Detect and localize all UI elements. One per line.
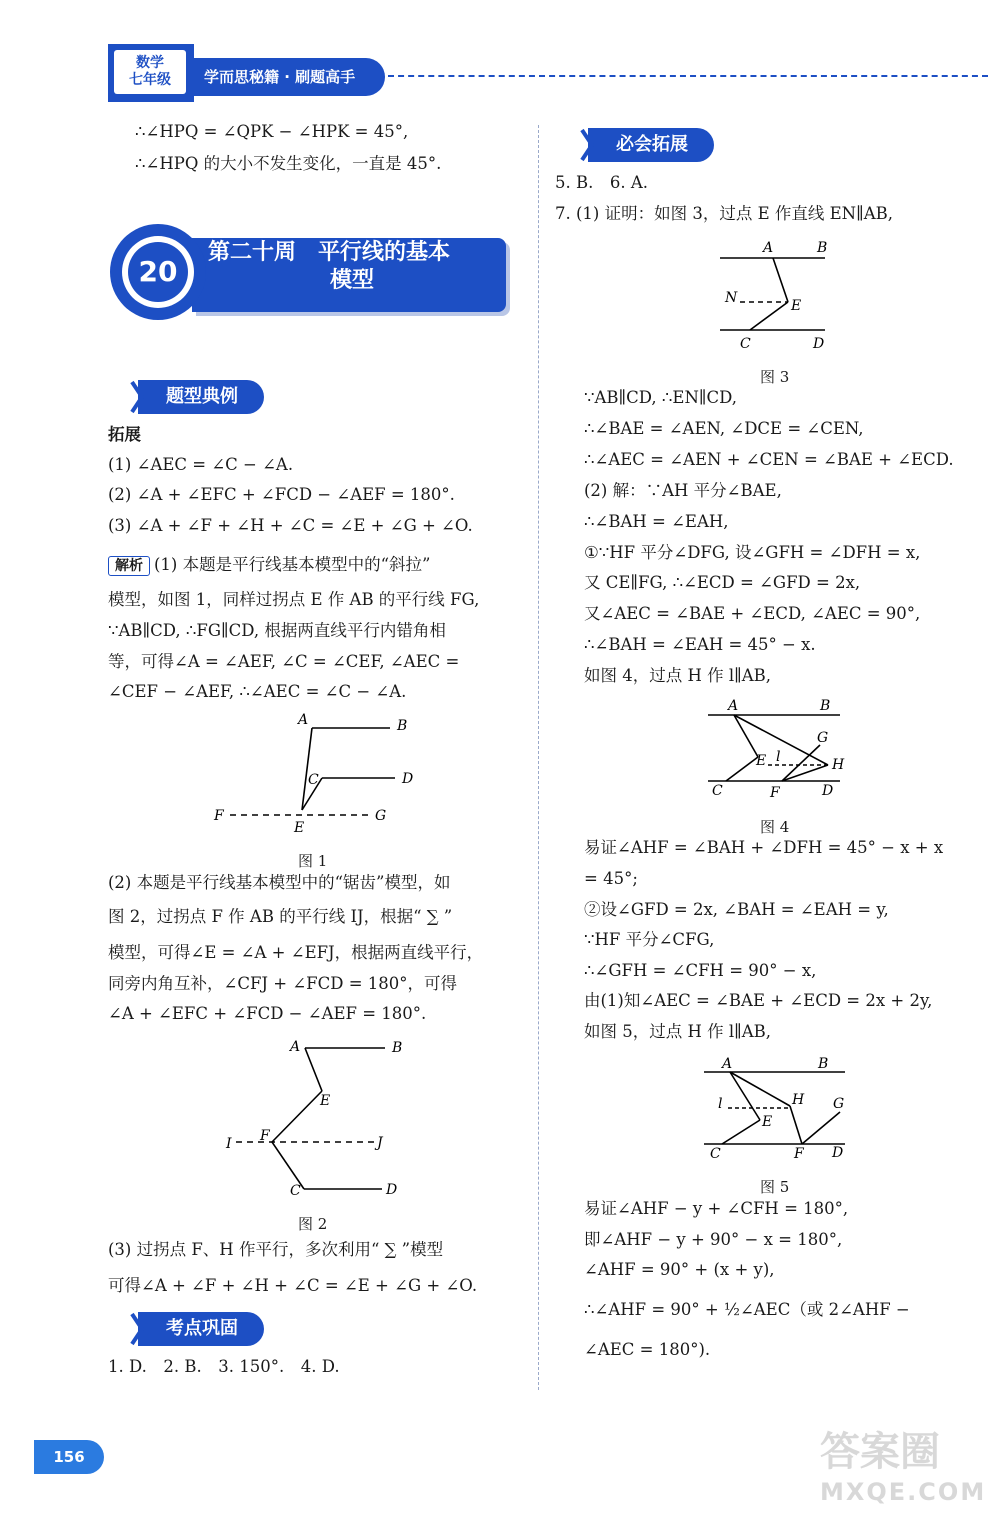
chapter-banner: [108, 220, 508, 320]
q7-part2-line-1: 易证∠AHF = ∠BAH + ∠DFH = 45° − x + x: [584, 838, 944, 857]
figure-2-caption: 图 2: [298, 1215, 328, 1233]
svg-text:E: E: [756, 753, 767, 769]
right-answers-top: 5. B. 6. A.: [555, 173, 649, 192]
chevron-right-icon: [130, 380, 148, 414]
svg-text:B: B: [392, 1040, 403, 1056]
analysis1-text-0: (1) 本题是平行线基本模型中的“斜拉”: [154, 555, 431, 574]
svg-text:l: l: [718, 1096, 723, 1112]
analysis2-line-2: 图 2，过拐点 F 作 AB 的平行线 IJ，根据“ ∑ ”: [108, 907, 453, 926]
svg-text:F: F: [794, 1146, 804, 1162]
svg-text:E: E: [791, 298, 802, 314]
svg-text:G: G: [817, 730, 829, 746]
analysis2-line-3: 模型，可得∠E = ∠A + ∠EFJ，根据两直线平行，: [108, 943, 484, 962]
figure-5-caption: 图 5: [760, 1178, 790, 1196]
q7-final-line-1: ∴∠AHF = 90° + ½∠AEC（或 2∠AHF −: [584, 1300, 910, 1319]
svg-text:J: J: [377, 1135, 383, 1151]
svg-text:B: B: [818, 1056, 829, 1072]
subject-grade-tag: [108, 44, 194, 102]
svg-text:H: H: [832, 757, 845, 773]
svg-text:B: B: [397, 718, 408, 734]
q7-part2-line-2: = 45°;: [584, 869, 638, 888]
figure-2: [220, 1036, 420, 1206]
svg-text:C: C: [308, 772, 319, 788]
svg-text:N: N: [725, 290, 738, 306]
section-typical-label: 题型典例: [166, 386, 238, 407]
q7-part3-line-2: 即∠AHF − y + 90° − x = 180°,: [584, 1230, 843, 1249]
svg-text:C: C: [740, 336, 751, 352]
svg-text:A: A: [728, 698, 739, 714]
q7-part2-line-7: 如图 5，过点 H 作 l∥AB,: [584, 1022, 772, 1041]
expand-title: 拓展: [108, 425, 141, 444]
subject-label: 数学: [136, 55, 164, 71]
chapter-number: 20: [128, 242, 188, 302]
svg-text:E: E: [294, 820, 305, 836]
figure-3-caption: 图 3: [760, 368, 790, 386]
figure-5: [700, 1050, 860, 1162]
svg-text:I: I: [226, 1136, 232, 1152]
q7-part1-line-2: ∴∠BAE = ∠AEN, ∠DCE = ∠CEN,: [584, 419, 864, 438]
left-top-line-2: ∴∠HPQ 的大小不发生变化，一直是 45°.: [135, 154, 442, 173]
svg-text:C: C: [710, 1146, 721, 1162]
left-top-line-1: ∴∠HPQ = ∠QPK − ∠HPK = 45°,: [135, 122, 409, 141]
q7-part2-line-6: 由(1)知∠AEC = ∠BAE + ∠ECD = 2x + 2y,: [584, 991, 933, 1010]
analysis2-line-1: (2) 本题是平行线基本模型中的“锯齿”模型，如: [108, 873, 451, 892]
figure-1: [200, 710, 440, 840]
svg-text:A: A: [298, 712, 309, 728]
q7-part2-line-4: ∵HF 平分∠CFG,: [584, 930, 715, 949]
figure-1-caption: 图 1: [298, 852, 328, 870]
q7-part1-line-4: (2) 解：∵AH 平分∠BAE,: [584, 481, 782, 500]
svg-text:C: C: [290, 1183, 301, 1199]
section-extend-label: 必会拓展: [616, 134, 688, 155]
q7-part3-line-3: ∠AHF = 90° + (x + y),: [584, 1260, 775, 1279]
consolidate-answers: 1. D. 2. B. 3. 150°. 4. D.: [108, 1357, 340, 1376]
chapter-title-line-1: 第二十周 平行线的基本: [208, 240, 451, 265]
q7-part1-line-6: ①∵HF 平分∠DFG, 设∠GFH = ∠DFH = x,: [584, 543, 921, 562]
chevron-right-icon: [130, 1312, 148, 1346]
analysis1-line-4: 等，可得∠A = ∠AEF, ∠C = ∠CEF, ∠AEC =: [108, 652, 460, 671]
expand-item-2: (2) ∠A + ∠EFC + ∠FCD − ∠AEF = 180°.: [108, 485, 455, 504]
watermark-url: MXQE.COM: [820, 1478, 987, 1506]
analysis-label: 解析: [108, 556, 150, 576]
svg-text:E: E: [320, 1093, 331, 1109]
svg-text:B: B: [820, 698, 831, 714]
figure-4: [700, 695, 850, 805]
section-consolidate: [138, 1312, 264, 1346]
figure-4-caption: 图 4: [760, 818, 790, 836]
expand-item-3: (3) ∠A + ∠F + ∠H + ∠C = ∠E + ∠G + ∠O.: [108, 516, 473, 535]
analysis1-line-3: ∵AB∥CD, ∴FG∥CD, 根据两直线平行内错角相: [108, 621, 446, 640]
svg-text:l: l: [776, 749, 781, 765]
svg-text:A: A: [722, 1056, 733, 1072]
q7-final-line-2: ∠AEC = 180°).: [584, 1340, 711, 1359]
expand-item-1: (1) ∠AEC = ∠C − ∠A.: [108, 455, 294, 474]
analysis2-line-5: ∠A + ∠EFC + ∠FCD − ∠AEF = 180°.: [108, 1004, 427, 1023]
svg-text:C: C: [712, 783, 723, 799]
svg-text:F: F: [770, 785, 780, 801]
svg-text:H: H: [792, 1092, 805, 1108]
q7-part1-line-5: ∴∠BAH = ∠EAH,: [584, 512, 729, 531]
q7-part1-line-10: 如图 4，过点 H 作 l∥AB,: [584, 666, 772, 685]
analysis3-line-2: 可得∠A + ∠F + ∠H + ∠C = ∠E + ∠G + ∠O.: [108, 1276, 478, 1295]
svg-text:D: D: [402, 771, 414, 787]
svg-text:A: A: [290, 1039, 301, 1055]
svg-text:F: F: [260, 1128, 270, 1144]
grade-label: 七年级: [129, 72, 171, 88]
figure-3: [715, 232, 845, 352]
section-consolidate-label: 考点巩固: [166, 1318, 238, 1339]
svg-text:G: G: [375, 808, 387, 824]
svg-text:D: D: [822, 783, 834, 799]
q7-part2-line-3: ②设∠GFD = 2x, ∠BAH = ∠EAH = y,: [584, 900, 889, 919]
svg-text:D: D: [386, 1182, 398, 1198]
chevron-right-icon: [580, 128, 598, 162]
svg-text:B: B: [817, 240, 828, 256]
q7-part1-line-9: ∴∠BAH = ∠EAH = 45° − x.: [584, 635, 816, 654]
section-extend: [588, 128, 714, 162]
analysis3-line-1: (3) 过拐点 F、H 作平行，多次利用“ ∑ ”模型: [108, 1240, 444, 1259]
header-dashed-rule: [388, 75, 988, 77]
q7-part1-line-8: 又∠AEC = ∠BAE + ∠ECD, ∠AEC = 90°,: [584, 604, 921, 623]
q7-part1-line-3: ∴∠AEC = ∠AEN + ∠CEN = ∠BAE + ∠ECD.: [584, 450, 954, 469]
page-number: 156: [34, 1440, 104, 1474]
svg-text:G: G: [833, 1096, 845, 1112]
series-title: 学而思秘籍 · 刷题高手: [190, 58, 385, 96]
svg-text:D: D: [813, 336, 825, 352]
q7-part1-line-1: ∵AB∥CD, ∴EN∥CD,: [584, 388, 738, 407]
watermark-logo: 答案圈: [820, 1429, 940, 1475]
analysis1-line-2: 模型，如图 1，同样过拐点 E 作 AB 的平行线 FG,: [108, 590, 480, 609]
section-typical-examples: [138, 380, 264, 414]
analysis-line-1: [108, 555, 431, 576]
svg-text:D: D: [832, 1145, 844, 1161]
analysis2-line-4: 同旁内角互补，∠CFJ + ∠FCD = 180°，可得: [108, 974, 458, 993]
analysis1-line-5: ∠CEF − ∠AEF, ∴∠AEC = ∠C − ∠A.: [108, 682, 407, 701]
svg-text:E: E: [762, 1114, 773, 1130]
q7-part1-line-7: 又 CE∥FG, ∴∠ECD = ∠GFD = 2x,: [584, 573, 861, 592]
q7-part3-line-1: 易证∠AHF − y + ∠CFH = 180°,: [584, 1199, 849, 1218]
chapter-title-line-2: 模型: [330, 268, 375, 293]
q7-part2-line-5: ∴∠GFH = ∠CFH = 90° − x,: [584, 961, 817, 980]
column-divider: [538, 125, 539, 1390]
svg-text:A: A: [763, 240, 774, 256]
svg-text:F: F: [214, 808, 224, 824]
q7-intro: 7. (1) 证明：如图 3，过点 E 作直线 EN∥AB,: [555, 204, 894, 223]
